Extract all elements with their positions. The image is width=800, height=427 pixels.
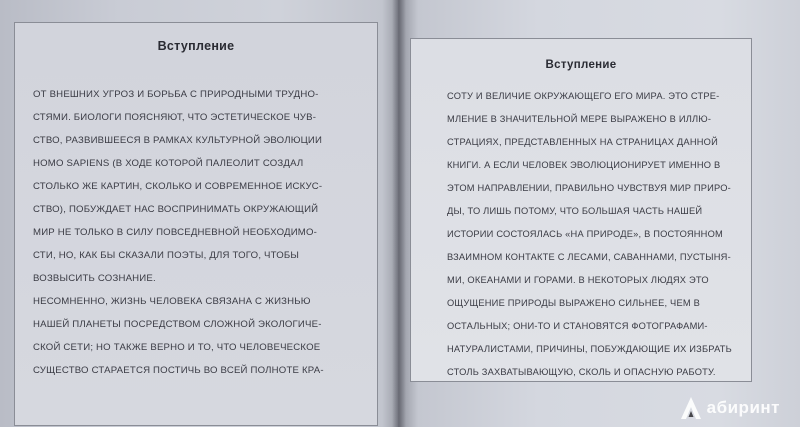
right-text-line: МЛЕНИЕ В ЗНАЧИТЕЛЬНОЙ МЕРЕ ВЫРАЖЕНО В ИЛЛЮ-: [447, 114, 712, 124]
left-text-line: СТОЛЬКО ЖЕ КАРТИН, СКОЛЬКО И СОВРЕМЕННОЕ ИСКУС-: [33, 181, 323, 192]
right-text-line: МИ, ОКЕАНАМИ И ГОРАМИ. В НЕКОТОРЫХ ЛЮДЯХ ЭТО: [447, 275, 709, 285]
right-text-line: ОЩУЩЕНИЕ ПРИРОДЫ ВЫРАЖЕНО СИЛЬНЕЕ, ЧЕМ В: [447, 298, 700, 308]
left-text-line: СУЩЕСТВО СТАРАЕТСЯ ПОСТИЧЬ ВО ВСЕЙ ПОЛНОТЕ КРА-: [33, 365, 324, 376]
left-text-line: ОТ ВНЕШНИХ УГРОЗ И БОРЬБА С ПРИРОДНЫМИ ТРУДНО-: [33, 89, 319, 100]
right-text-frame: [410, 38, 752, 382]
left-text-line: СТИ, НО, КАК БЫ СКАЗАЛИ ПОЭТЫ, ДЛЯ ТОГО, ЧТОБЫ: [33, 250, 300, 261]
watermark-text: абиринт: [706, 398, 780, 417]
book-gutter-shadow: [392, 0, 406, 427]
right-text-line: ИСТОРИИ СОСТОЯЛАСЬ «НА ПРИРОДЕ», В ПОСТОЯННОМ: [447, 229, 723, 239]
left-text-line: HOMO SAPIENS (В ХОДЕ КОТОРОЙ ПАЛЕОЛИТ СОЗДАЛ: [33, 158, 304, 169]
right-text-line: ОСТАЛЬНЫХ; ОНИ-ТО И СТАНОВЯТСЯ ФОТОГРАФАМИ-: [447, 321, 708, 331]
left-text-line: НЕСОМНЕННО, ЖИЗНЬ ЧЕЛОВЕКА СВЯЗАНА С ЖИЗНЬЮ: [33, 296, 311, 307]
left-text-line: СТЯМИ. БИОЛОГИ ПОЯСНЯЮТ, ЧТО ЭСТЕТИЧЕСКОЕ ЧУВ-: [33, 112, 317, 123]
left-text-line: СКОЙ СЕТИ; НО ТАКЖЕ ВЕРНО И ТО, ЧТО ЧЕЛОВЕЧЕСКОЕ: [33, 342, 321, 353]
left-text-line: СТВО), ПОБУЖДАЕТ НАС ВОСПРИНИМАТЬ ОКРУЖАЮЩИЙ: [33, 204, 319, 215]
right-text-line: СТОЛЬ ЗАХВАТЫВАЮЩУЮ, СКОЛЬ И ОПАСНУЮ РАБОТУ.: [447, 367, 716, 377]
right-text-line: ДЫ, ТО ЛИШЬ ПОТОМУ, ЧТО БОЛЬШАЯ ЧАСТЬ НАШЕЙ: [447, 206, 703, 216]
labyrinth-logo-icon: [678, 395, 704, 421]
left-text-line: СТВО, РАЗВИВШЕЕСЯ В РАМКАХ КУЛЬТУРНОЙ ЭВОЛЮЦИИ: [33, 135, 323, 146]
left-page: [0, 0, 398, 427]
right-text-line: ВЗАИМНОМ КОНТАКТЕ С ЛЕСАМИ, САВАННАМИ, ПУСТЫНЯ-: [447, 252, 731, 262]
left-text-line: ВОЗВЫСИТЬ СОЗНАНИЕ.: [33, 273, 156, 284]
left-text-line: МИР НЕ ТОЛЬКО В СИЛУ ПОВСЕДНЕВНОЙ НЕОБХОДИМО-: [33, 227, 318, 238]
left-page-title: Вступление: [157, 39, 235, 53]
right-page-title: Вступление: [545, 59, 617, 71]
left-text-line: НАШЕЙ ПЛАНЕТЫ ПОСРЕДСТВОМ СЛОЖНОЙ ЭКОЛОГИЧЕ-: [33, 319, 322, 330]
right-text-line: КНИГИ. А ЕСЛИ ЧЕЛОВЕК ЭВОЛЮЦИОНИРУЕТ ИМЕННО В: [447, 160, 721, 170]
right-text-line: ЭТОМ НАПРАВЛЕНИИ, ПРАВИЛЬНО ЧУВСТВУЯ МИР ПРИРО-: [447, 183, 731, 193]
right-text-line: СОТУ И ВЕЛИЧИЕ ОКРУЖАЮЩЕГО ЕГО МИРА. ЭТО СТРЕ-: [447, 91, 720, 101]
right-page: [398, 0, 800, 427]
left-text-frame: [14, 22, 378, 426]
labyrinth-watermark: [678, 395, 780, 421]
right-text-line: СТРАЦИЯХ, ПРЕДСТАВЛЕННЫХ НА СТРАНИЦАХ ДАННОЙ: [447, 137, 718, 147]
right-text-line: НАТУРАЛИСТАМИ, ПРИЧИНЫ, ПОБУЖДАЮЩИЕ ИХ ИЗБРАТЬ: [447, 344, 732, 354]
